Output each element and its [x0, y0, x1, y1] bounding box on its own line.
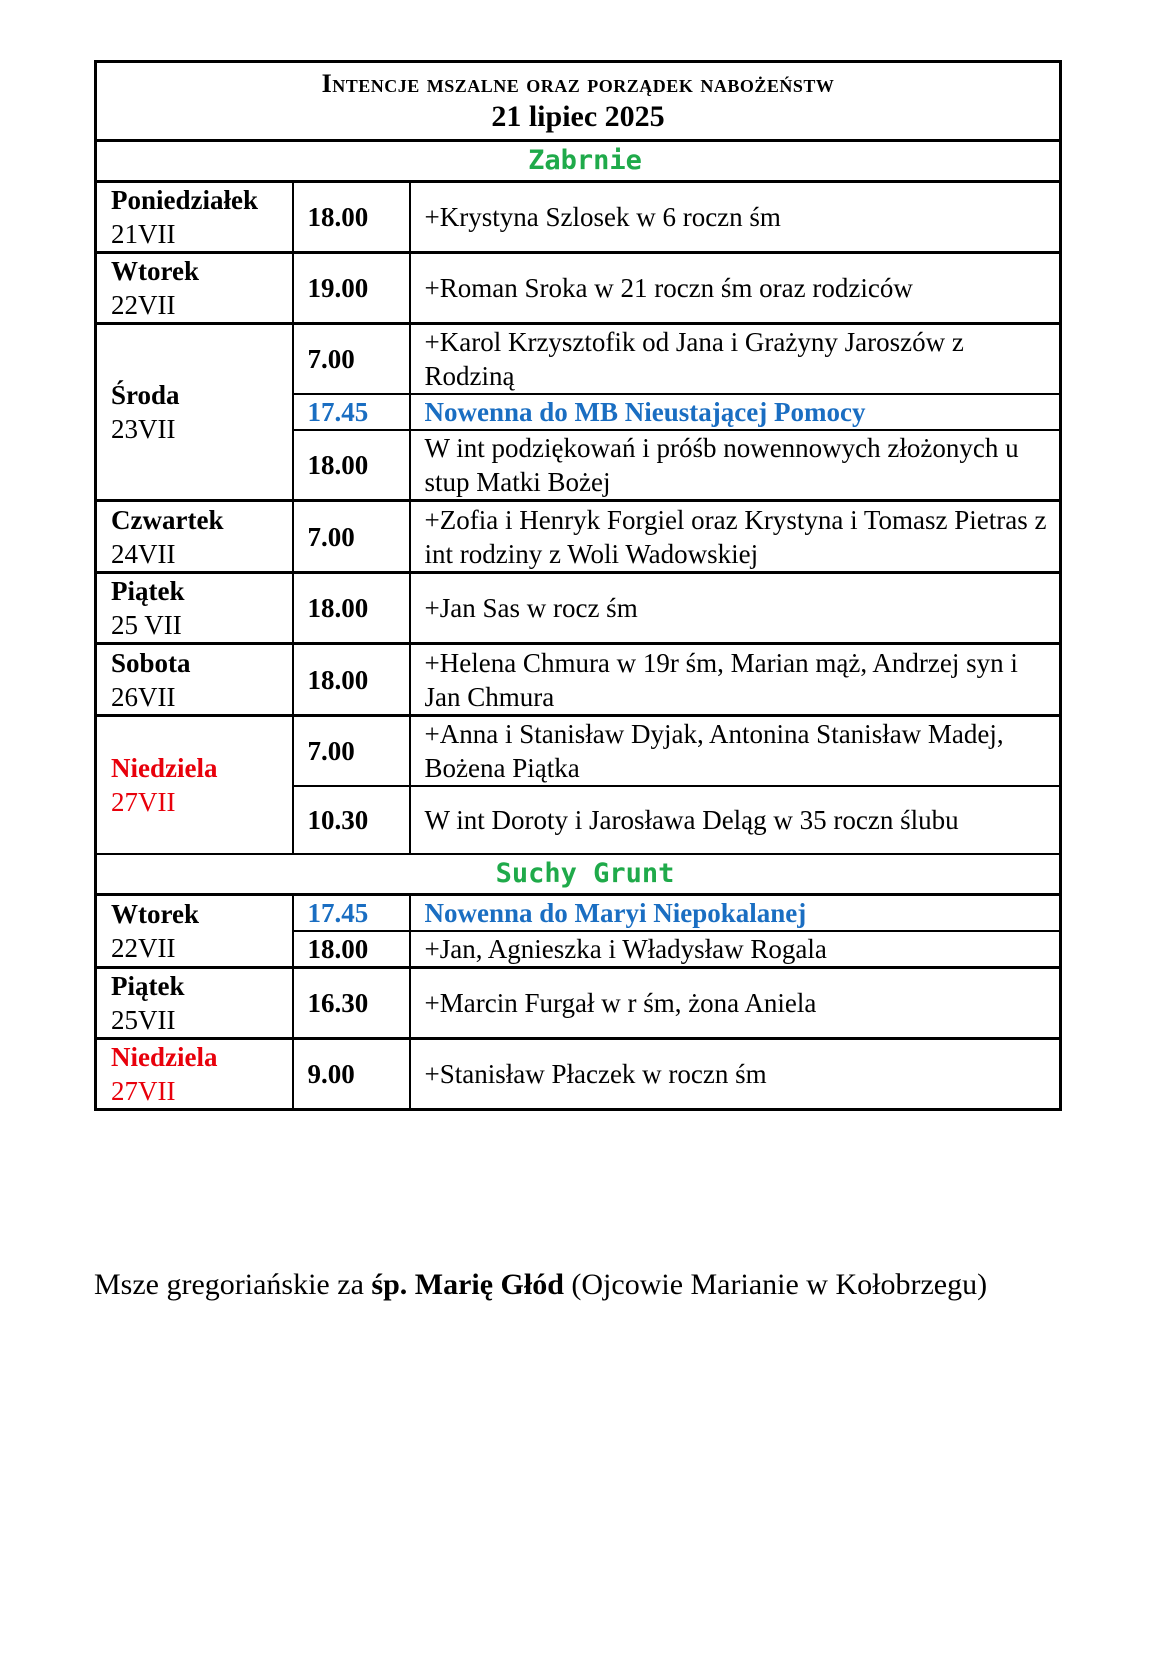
mass-intention: +Marcin Furgał w r śm, żona Aniela — [410, 968, 1061, 1039]
schedule-row — [96, 501, 1061, 573]
schedule-row — [96, 1039, 1061, 1110]
header-cell — [96, 62, 1061, 141]
place-heading: Zabrnie — [96, 141, 1061, 182]
mass-intention: +Jan, Agnieszka i Władysław Rogala — [410, 931, 1061, 968]
mass-intention: W int podziękowań i próśb nowennowych złożonych u stup Matki Bożej — [410, 430, 1061, 501]
schedule-row — [96, 182, 1061, 253]
mass-time: 17.45 — [293, 895, 410, 932]
day-cell — [96, 253, 293, 324]
footer-text-before: Msze gregoriańskie za — [94, 1268, 372, 1301]
day-cell — [96, 968, 293, 1039]
mass-intention: +Zofia i Henryk Forgiel oraz Krystyna i Tomasz Pietras z int rodziny z Woli Wadowskiej — [410, 501, 1061, 573]
document-date: 21 lipiec 2025 — [491, 100, 665, 133]
day-name: Niedziela — [111, 1042, 218, 1072]
day-date: 26VII — [111, 681, 176, 712]
schedule-sheet — [94, 60, 1059, 1111]
day-name: Wtorek — [111, 256, 199, 286]
day-name: Sobota — [111, 647, 191, 678]
mass-time: 7.00 — [293, 501, 410, 573]
footer-text-bold: śp. Marię Głód — [371, 1268, 564, 1301]
day-cell — [96, 1039, 293, 1110]
day-name: Wtorek — [111, 899, 199, 929]
day-date: 21VII — [111, 219, 176, 249]
schedule-row — [96, 324, 1061, 395]
mass-time: 18.00 — [293, 931, 410, 968]
mass-time: 18.00 — [293, 644, 410, 716]
schedule-row — [96, 573, 1061, 644]
day-cell — [96, 573, 293, 644]
mass-intention: +Roman Sroka w 21 roczn śm oraz rodziców — [410, 253, 1061, 324]
day-cell — [96, 324, 293, 501]
day-date: 22VII — [111, 290, 176, 320]
day-name: Poniedziałek — [111, 185, 258, 215]
day-name: Piątek — [111, 971, 185, 1001]
mass-intention: +Stanisław Płaczek w roczn śm — [410, 1039, 1061, 1110]
day-date: 22VII — [111, 933, 176, 963]
document-title: Intencje mszalne oraz porządek nabożeństw — [321, 69, 835, 98]
mass-intention: +Krystyna Szlosek w 6 roczn śm — [410, 182, 1061, 253]
mass-intention: Nowenna do Maryi Niepokalanej — [410, 895, 1061, 932]
day-name: Piątek — [111, 576, 185, 606]
day-name: Czwartek — [111, 504, 224, 535]
mass-schedule-table — [94, 60, 1062, 1111]
day-name: Środa — [111, 380, 180, 410]
mass-time: 7.00 — [293, 324, 410, 395]
schedule-body — [96, 62, 1061, 1110]
footer-text-after: (Ojcowie Marianie w Kołobrzegu) — [563, 1268, 988, 1301]
header-row — [96, 62, 1061, 141]
day-cell — [96, 501, 293, 573]
schedule-row — [96, 968, 1061, 1039]
mass-intention: +Jan Sas w rocz śm — [410, 573, 1061, 644]
schedule-row — [96, 895, 1061, 932]
mass-intention: +Helena Chmura w 19r śm, Marian mąż, Andrzej syn i Jan Chmura — [410, 644, 1061, 716]
mass-time: 18.00 — [293, 573, 410, 644]
day-date: 27VII — [111, 787, 176, 817]
mass-intention: +Anna i Stanisław Dyjak, Antonina Stanisław Madej, Bożena Piątka — [410, 716, 1061, 787]
schedule-row — [96, 253, 1061, 324]
mass-time: 19.00 — [293, 253, 410, 324]
place-row — [96, 141, 1061, 182]
schedule-row — [96, 716, 1061, 787]
day-date: 24VII — [111, 538, 176, 569]
day-date: 25 VII — [111, 610, 182, 640]
mass-time: 9.00 — [293, 1039, 410, 1110]
day-date: 27VII — [111, 1076, 176, 1106]
mass-time: 17.45 — [293, 394, 410, 430]
mass-time: 10.30 — [293, 786, 410, 854]
day-cell — [96, 182, 293, 253]
day-cell — [96, 895, 293, 968]
day-cell — [96, 716, 293, 855]
place-row — [96, 854, 1061, 895]
place-heading: Suchy Grunt — [96, 854, 1061, 895]
day-date: 23VII — [111, 414, 176, 444]
mass-time: 18.00 — [293, 430, 410, 501]
mass-time: 16.30 — [293, 968, 410, 1039]
mass-time: 18.00 — [293, 182, 410, 253]
mass-intention: +Karol Krzysztofik od Jana i Grażyny Jaroszów z Rodziną — [410, 324, 1061, 395]
mass-intention: W int Doroty i Jarosława Deląg w 35 roczn ślubu — [410, 786, 1061, 854]
schedule-row — [96, 644, 1061, 716]
day-cell — [96, 644, 293, 716]
mass-intention: Nowenna do MB Nieustającej Pomocy — [410, 394, 1061, 430]
mass-time: 7.00 — [293, 716, 410, 787]
gregorian-masses-note — [94, 1268, 987, 1302]
day-name: Niedziela — [111, 753, 218, 783]
day-date: 25VII — [111, 1005, 176, 1035]
